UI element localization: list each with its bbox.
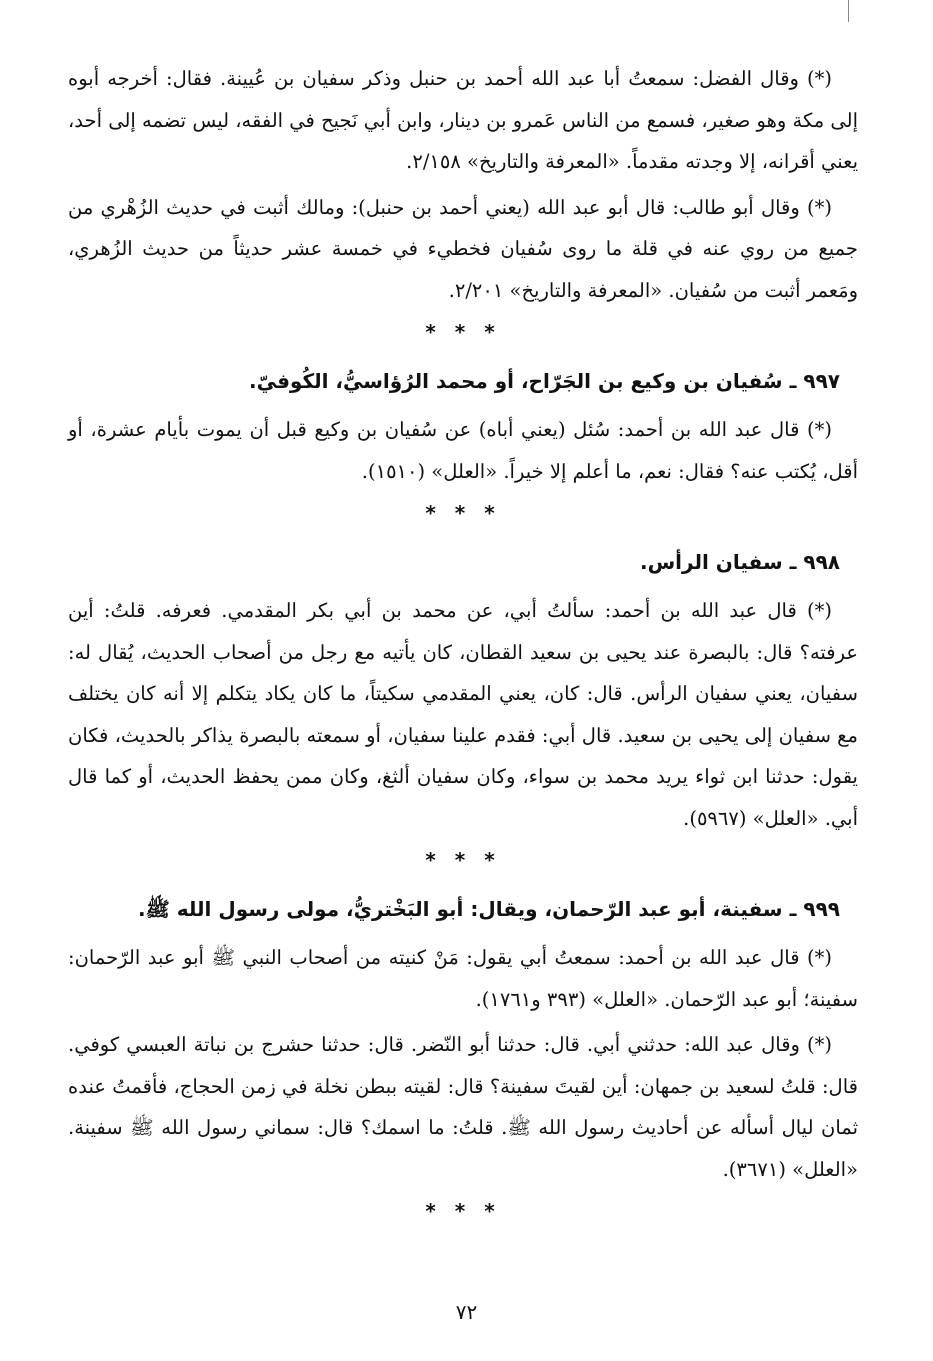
paragraph-entry-998: (*) قال عبد الله بن أحمد: سألتُ أبي، عن محمد بن أبي بكر المقدمي. فعرفه. قلتُ: أين عرفته؟ قال: بالبصرة عند يحيى بن سعيد القطان، كان يأتيه مع رجل من أصحاب الحديث، يُقال له: سفيان، يعني سفيان الرأس. قال: كان، يعني المقدمي سكيتاً، ما كان يكاد يتكلم إلا أنه كان يختلف مع سفيان إلى يحيى بن سعيد. قال أبي: فقدم علينا سفيان، أو سمعته بالبصرة يذاكر بالحديث، فكان يقول: حدثنا ابن ثواء يريد محمد بن سواء، وكان سفيان ألثغ، وكان ممن يحفظ الحديث، أو كما قال أبي. «العلل» (٥٩٦٧). — [68, 599, 858, 830]
paragraph-abu-talib: (*) وقال أبو طالب: قال أبو عبد الله (يعني أحمد بن حنبل): ومالك أثبت في حديث الزُهْري من جميع من روي عنه في قلة ما روى سُفيان فخطيء في خمسة عشر حديثاً من حديث الزُهري، ومَعمر أثبت من سُفيان. «المعرفة والتاريخ» ٢/٢٠١. — [68, 195, 858, 302]
page-number: ٧٢ — [455, 1300, 478, 1324]
paragraph-entry-997: (*) قال عبد الله بن أحمد: سُئل (يعني أباه) عن سُفيان بن وكيع قبل أن يموت بأيام عشرة، أو أقل، يُكتب عنه؟ فقال: نعم، ما أعلم إلا خيراً. «العلل» (١٥١٠). — [68, 418, 858, 483]
paragraph-fadl: (*) وقال الفضل: سمعتُ أبا عبد الله أحمد بن حنبل وذكر سفيان بن عُيينة. فقال: أخرجه أبوه إلى مكة وهو صغير، فسمع من الناس عَمرو بن دينار، وابن أبي نَجيح في الفقه، ليس تضمه إلى أحد، يعني أقرانه، إلا وجدته مقدماً. «المعرفة والتاريخ» ٢/١٥٨. — [68, 67, 858, 173]
entry-heading-998: ٩٩٨ ـ سفيان الرأس. — [639, 550, 840, 574]
entry-heading-999: ٩٩٩ ـ سفينة، أبو عبد الرّحمان، ويقال: أبو البَخْتريُّ، مولى رسول الله ﷺ. — [138, 897, 840, 921]
section-separator: * * * — [425, 848, 501, 872]
paragraph-entry-999-a: (*) قال عبد الله بن أحمد: سمعتُ أبي يقول: مَنْ كنيته من أصحاب النبي ﷺ أبو عبد الرّحمان: سفينة؛ أبو عبد الرّحمان. «العلل» (٣٩٣ و١٧٦١). — [68, 946, 858, 1011]
paragraph-entry-999-b: (*) وقال عبد الله: حدثني أبي. قال: حدثنا أبو النّضر. قال: حدثنا حشرج بن نباتة العبسي كوفي. قال: قلتُ لسعيد بن جمهان: أين لقيتَ سفينة؟ قال: لقيته ببطن نخلة في زمن الحجاج، فأقمتُ عنده ثمان ليال أسأله عن أحاديث رسول الله ﷺ. قلتُ: ما اسمك؟ قال: سماني رسول الله ﷺ سفينة. «العلل» (٣٦٧١). — [68, 1033, 858, 1181]
page-edge-mark — [848, 0, 849, 22]
page-content — [68, 58, 858, 1242]
section-separator: * * * — [425, 320, 501, 344]
section-separator: * * * — [425, 1199, 501, 1223]
section-separator: * * * — [425, 501, 501, 525]
entry-heading-997: ٩٩٧ ـ سُفيان بن وكيع بن الجَرّاح، أو محمد الرُؤاسيُّ، الكُوفيّ. — [249, 369, 840, 393]
